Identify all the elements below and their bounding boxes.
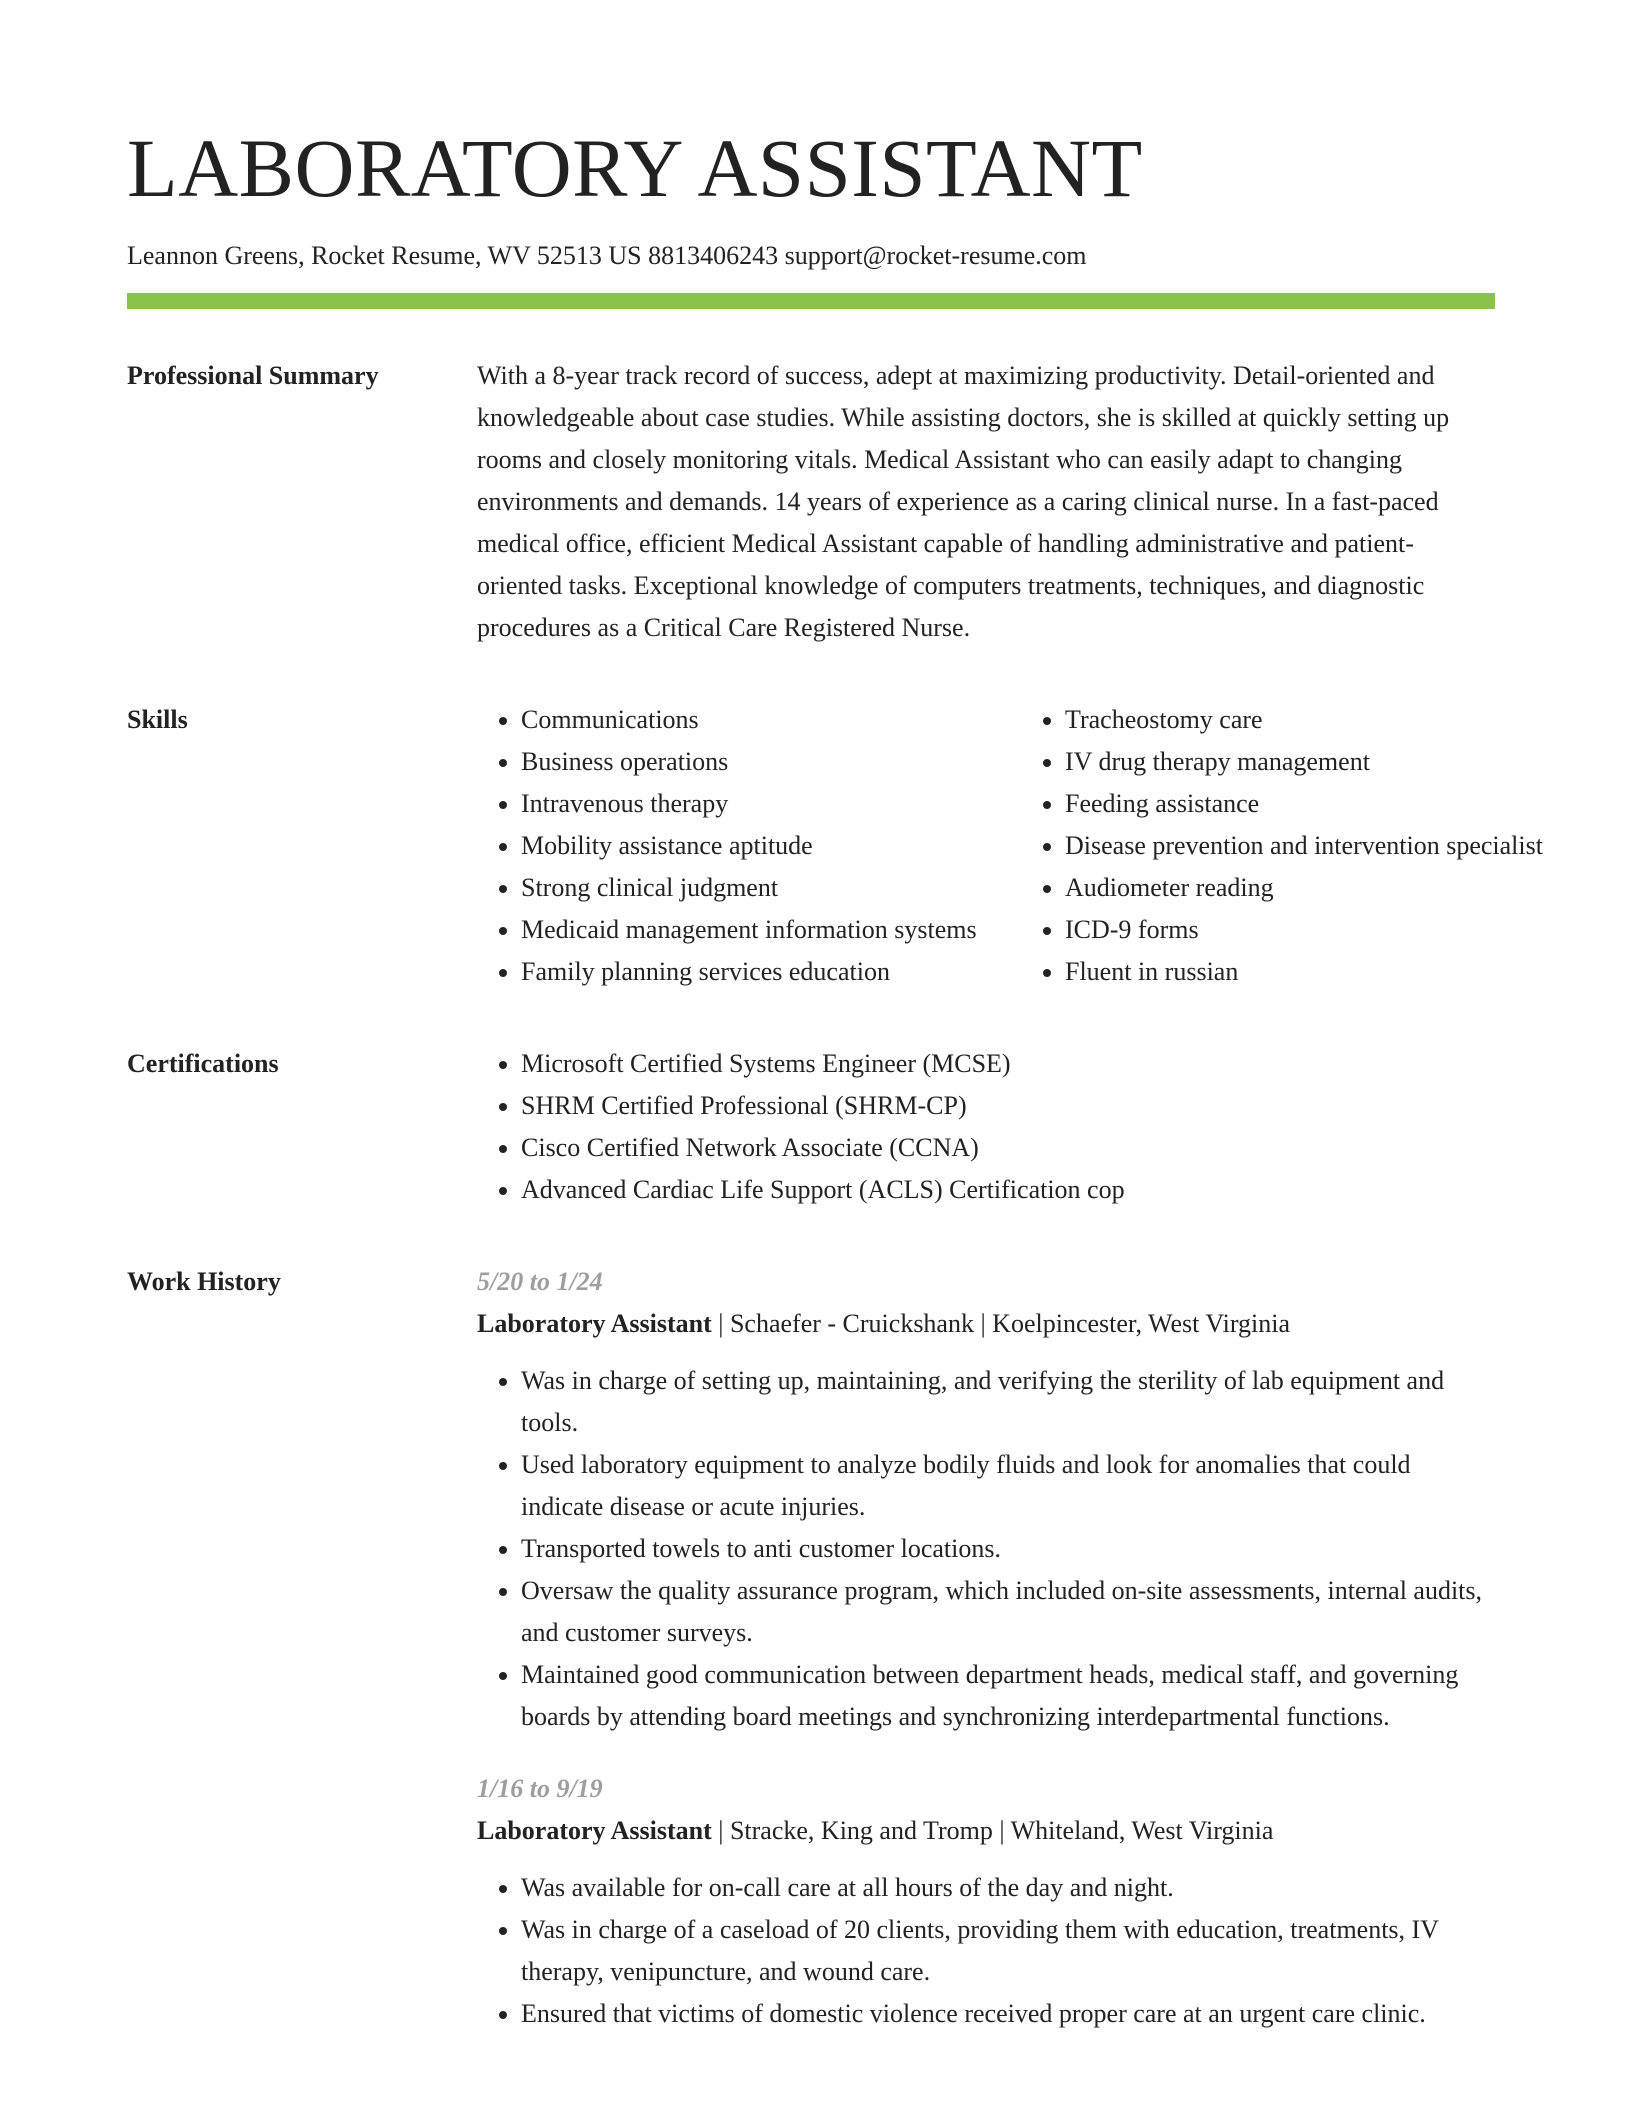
job-heading [477,1810,1495,1852]
summary-text: With a 8-year track record of success, adept at maximizing productivity. Detail-oriented and knowledgeable about case studies. While assisting doctors, she is skilled at quickly setting up rooms and closely monitoring vitals. Medical Assistant who can easily adapt to changing environments and demands. 14 years of experience as a caring clinical nurse. In a fast-paced medical office, efficient Medical Assistant capable of handling administrative and patient-oriented tasks. Exceptional knowledge of computers treatments, techniques, and diagnostic procedures as a Critical Care Registered Nurse. [477,361,1450,642]
job-bullet: • Oversaw the quality assurance program, which included on-site assessments, internal audits, and customer surveys. [521,1570,1495,1654]
skill-item: • Intravenous therapy [521,783,1021,825]
job-entry [477,1768,1495,2035]
job-details: | Stracke, King and Tromp | Whiteland, West Virginia [711,1816,1274,1845]
certifications-section [127,1043,1495,1211]
certification-item: • Advanced Cardiac Life Support (ACLS) Certification cop [521,1169,1495,1211]
professional-summary-section [127,355,1495,649]
resume-name: LABORATORY ASSISTANT [127,122,1143,214]
skill-item: • Communications [521,699,1021,741]
job-bullets [477,1867,1495,2035]
job-bullet: • Maintained good communication between department heads, medical staff, and governing boards by attending board meetings and synchronizing interdepartmental functions. [521,1654,1495,1738]
section-label-skills: Skills [127,705,188,734]
job-bullet: • Was in charge of a caseload of 20 clients, providing them with education, treatments, IV therapy, venipuncture, and wound care. [521,1909,1495,1993]
work-history-section [127,1261,1495,2035]
skill-item: • IV drug therapy management [1065,741,1565,783]
skill-item: • Feeding assistance [1065,783,1565,825]
skill-item: • Strong clinical judgment [521,867,1021,909]
job-bullet: • Used laboratory equipment to analyze bodily fluids and look for anomalies that could indicate disease or acute injuries. [521,1444,1495,1528]
job-title: Laboratory Assistant [477,1816,712,1845]
skill-item: • Business operations [521,741,1021,783]
skills-list-left [477,699,1021,993]
skill-item: • Audiometer reading [1065,867,1565,909]
job-dates: 1/16 to 9/19 [477,1774,603,1803]
job-bullet: • Was available for on-call care at all hours of the day and night. [521,1867,1495,1909]
header-divider [127,293,1495,309]
skill-item: • Medicaid management information systems [521,909,1021,951]
job-dates: 5/20 to 1/24 [477,1267,603,1296]
job-bullet: • Ensured that victims of domestic violence received proper care at an urgent care clinic. [521,1993,1495,2035]
job-entry [477,1261,1495,1738]
job-details: | Schaefer - Cruickshank | Koelpincester, West Virginia [711,1309,1291,1338]
skill-item: • Fluent in russian [1065,951,1565,993]
section-label-work-history: Work History [127,1267,281,1296]
skills-section [127,699,1543,993]
section-label-summary: Professional Summary [127,361,379,390]
resume-page [127,0,1543,2035]
job-bullet: • Transported towels to anti customer locations. [521,1528,1495,1570]
section-label-certifications: Certifications [127,1049,279,1078]
skill-item: • Tracheostomy care [1065,699,1565,741]
job-heading [477,1303,1495,1345]
skill-item: • ICD-9 forms [1065,909,1565,951]
certification-item: • SHRM Certified Professional (SHRM-CP) [521,1085,1495,1127]
certifications-list [477,1043,1495,1211]
job-title: Laboratory Assistant [477,1309,712,1338]
skill-item: • Family planning services education [521,951,1021,993]
skill-item: • Disease prevention and intervention specialist [1065,825,1565,867]
job-bullets [477,1360,1495,1738]
skill-item: • Mobility assistance aptitude [521,825,1021,867]
job-bullet: • Was in charge of setting up, maintaining, and verifying the sterility of lab equipment and tools. [521,1360,1495,1444]
certification-item: • Cisco Certified Network Associate (CCNA) [521,1127,1495,1169]
contact-line: Leannon Greens, Rocket Resume, WV 52513 US 8813406243 support@rocket-resume.com [127,241,1087,270]
skills-list-right [1021,699,1565,993]
certification-item: • Microsoft Certified Systems Engineer (MCSE) [521,1043,1495,1085]
